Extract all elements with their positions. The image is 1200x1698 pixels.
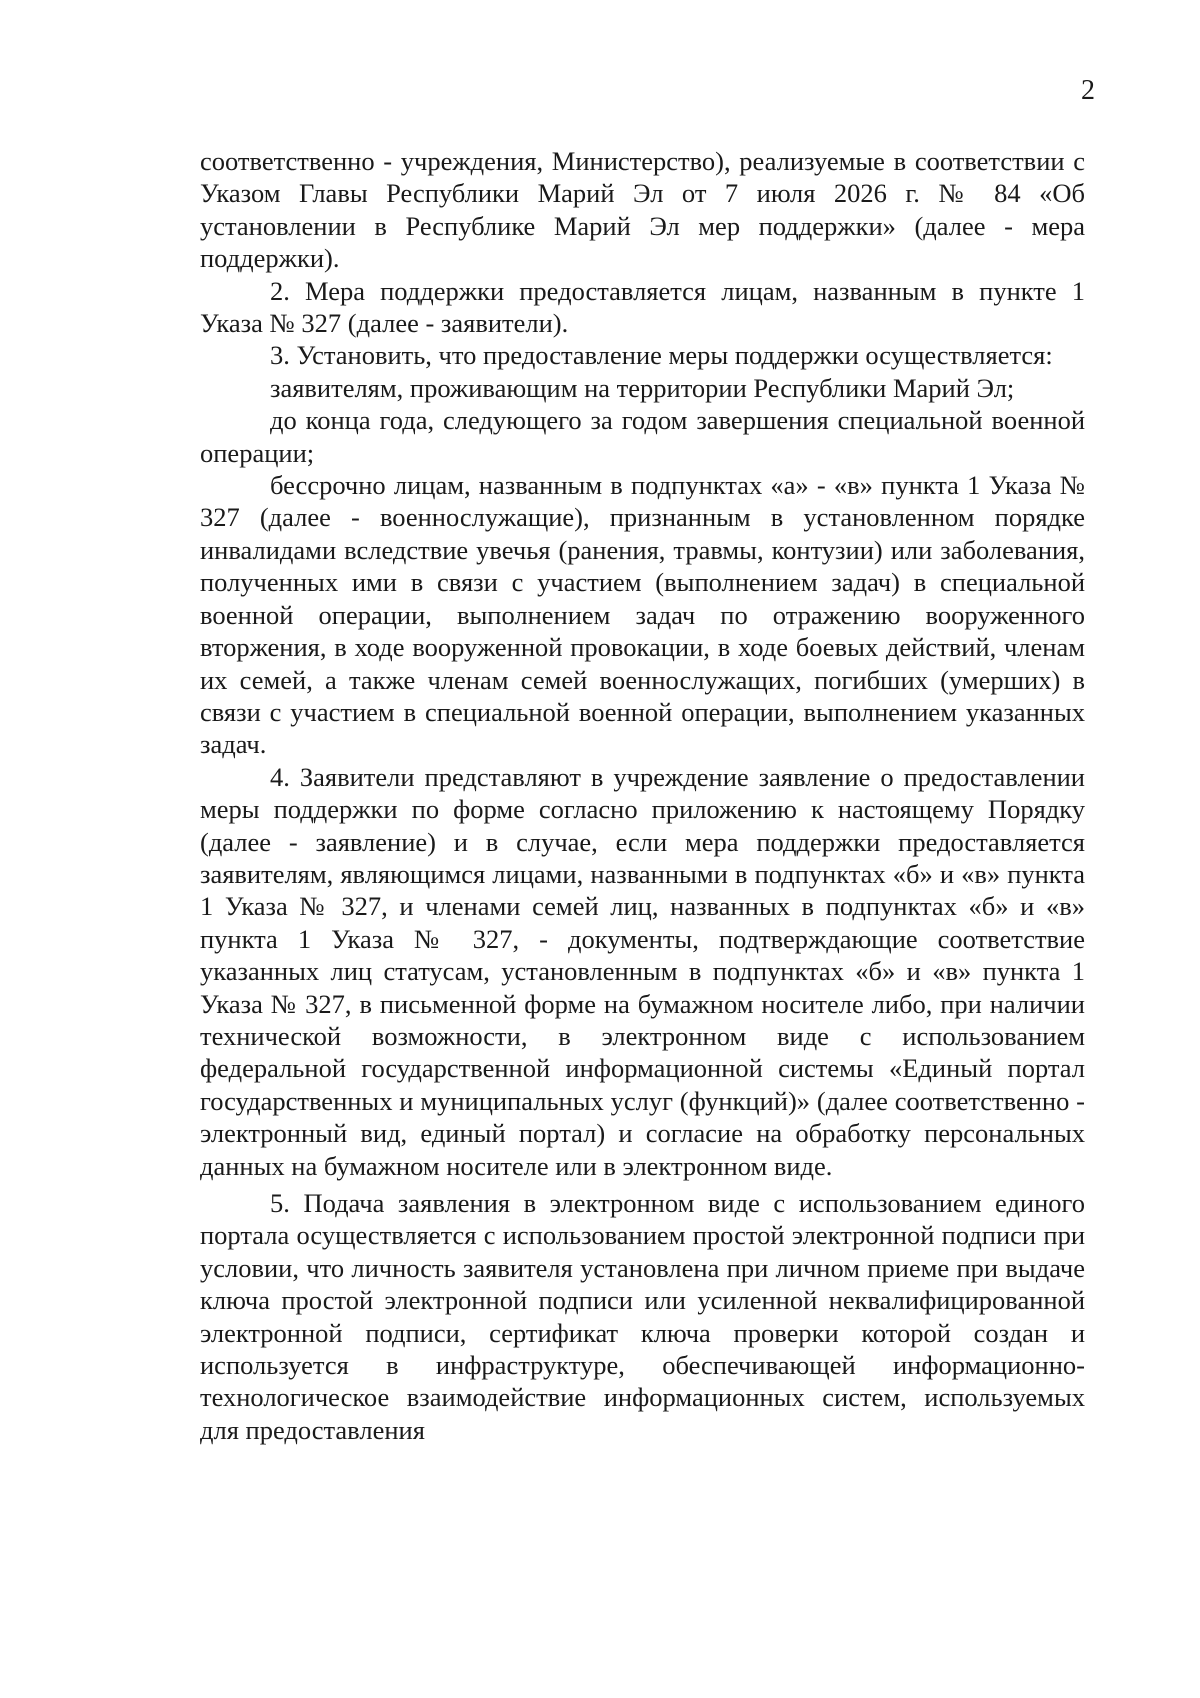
page-number: 2	[1081, 75, 1095, 106]
paragraph-item-5: 5. Подача заявления в электронном виде с использованием единого портала осуществляется с использованием простой электронной подписи при условии, что личность заявителя установлена при личном приеме при выдаче ключа простой электронной подписи или усиленной неквалифицированной электронной подписи, сертификат ключа проверки которой создан и используется в инфраструктуре, обеспечивающей информационно-технологическое взаимодействие информационных систем, используемых для предоставления	[200, 1188, 1085, 1445]
paragraph-item-2: 2. Мера поддержки предоставляется лицам, названным в пункте 1 Указа № 327 (далее - заявители).	[200, 275, 1085, 339]
document-body	[200, 145, 1085, 1446]
paragraph-item-3-indefinite: бессрочно лицам, названным в подпунктах «а» - «в» пункта 1 Указа № 327 (далее - военнослужащие), признанным в установленном порядке инвалидами вследствие увечья (ранения, травмы, контузии) или заболевания, полученных ими в связи с участием (выполнением задач) в специальной военной операции, выполнением задач по отражению вооруженного вторжения, в ходе вооруженной провокации, в ходе боевых действий, членам их семей, а также членам семей военнослужащих, погибших (умерших) в связи с участием в специальной военной операции, выполнением указанных задач.	[200, 470, 1085, 760]
paragraph-item-4: 4. Заявители представляют в учреждение заявление о предоставлении меры поддержки по форме согласно приложению к настоящему Порядку (далее - заявление) и в случае, если мера поддержки предоставляется заявителям, являющимся лицами, названными в подпунктах «б» и «в» пункта 1 Указа № 327, и членами семей лиц, названных в подпунктах «б» и «в» пункта 1 Указа № 327, - документы, подтверждающие соответствие указанных лиц статусам, установленным в подпунктах «б» и «в» пункта 1 Указа № 327, в письменной форме на бумажном носителе либо, при наличии технической возможности, в электронном виде с использованием федеральной государственной информационной системы «Единый портал государственных и муниципальных услуг (функций)» (далее соответственно - электронный вид, единый портал) и согласие на обработку персональных данных на бумажном носителе или в электронном виде.	[200, 761, 1085, 1181]
paragraph-item-3-residents: заявителям, проживающим на территории Республики Марий Эл;	[270, 372, 1015, 403]
paragraph-continuation: соответственно - учреждения, Министерство), реализуемые в соответствии с Указом Главы Республики Марий Эл от 7 июля 2026 г. № 84 «Об установлении в Республике Марий Эл мер поддержки» (далее - мера поддержки).	[200, 146, 1085, 274]
paragraph-item-3-term: до конца года, следующего за годом завершения специальной военной операции;	[200, 405, 1085, 468]
paragraph-item-3: 3. Установить, что предоставление меры поддержки осуществляется:	[270, 340, 1053, 371]
